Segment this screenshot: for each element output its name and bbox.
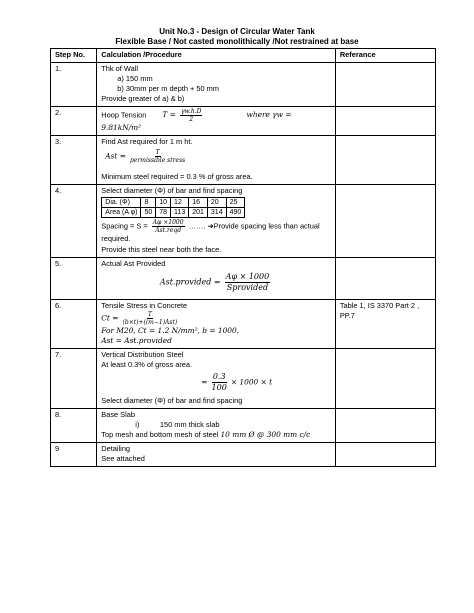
dia-label: Dia. (Φ) — [102, 198, 141, 208]
dia-value: 20 — [207, 198, 226, 208]
numerator: T — [147, 311, 152, 318]
reference-cell — [335, 443, 435, 467]
table-header-row — [51, 49, 436, 63]
area-value: 201 — [189, 208, 208, 218]
table-row — [102, 208, 245, 218]
step-number: 1. — [51, 63, 97, 107]
reference-cell — [335, 136, 435, 185]
formula-fraction — [123, 311, 178, 326]
dia-value: 10 — [156, 198, 171, 208]
list-item: a) 150 mm — [117, 74, 153, 83]
area-value: 78 — [156, 208, 171, 218]
table-row — [51, 63, 436, 107]
formula-rhs: × 1000 × t — [230, 377, 273, 387]
step-number: 9 — [51, 443, 97, 467]
row-note: See attached — [101, 454, 145, 463]
formula-lhs: Ast.provided = — [159, 277, 221, 287]
calc-cell — [97, 136, 336, 185]
calc-cell — [97, 349, 336, 409]
bar-area-table — [101, 197, 245, 218]
numerator: γw.h.D — [180, 108, 202, 115]
calc-cell — [97, 107, 336, 136]
reference-cell — [335, 63, 435, 107]
spacing-note: ……. ➔Provide spacing less than actual required. — [101, 221, 320, 243]
numerator: Aφ × 1000 — [225, 272, 270, 281]
denominator: 2 — [189, 116, 194, 123]
table-row — [102, 198, 245, 208]
page-subtitle: Flexible Base / Not casted monolithically /Not restrained at base — [115, 37, 359, 46]
table-row — [51, 185, 436, 258]
row-note: Minimum steel required = 0.3 % of gross area. — [101, 172, 253, 181]
table-row — [51, 409, 436, 443]
calc-cell — [97, 258, 336, 300]
formula-lhs: Ast = — [105, 151, 126, 161]
table-row — [51, 443, 436, 467]
step-number: 5. — [51, 258, 97, 300]
calc-cell — [97, 443, 336, 467]
row-title: Base Slab — [101, 410, 135, 419]
row-note: Provide this steel near both the face. — [101, 245, 222, 254]
step-number: 2. — [51, 107, 97, 136]
calc-cell — [97, 185, 336, 258]
row-title: Find Ast required for 1 m ht. — [101, 137, 193, 146]
calc-cell — [97, 63, 336, 107]
row-title: Tensile Stress in Concrete — [101, 301, 188, 310]
denominator: Ast.reqd — [155, 227, 182, 234]
reference-cell — [335, 107, 435, 136]
area-value: 314 — [207, 208, 226, 218]
row-note: Select diameter (Φ) of bar and find spacing — [101, 396, 243, 405]
row-title: Hoop Tension — [101, 110, 147, 120]
row-note: Top mesh and bottom mesh of steel — [101, 430, 219, 439]
denominator: 100 — [211, 383, 227, 392]
area-label: Area (A φ) — [102, 208, 141, 218]
formula-fraction — [212, 372, 227, 393]
formula-lhs: = — [201, 377, 208, 387]
reference-cell: Table 1, IS 3370 Part 2 , PP.7 — [335, 300, 435, 349]
area-value: 50 — [141, 208, 156, 218]
table-row — [51, 300, 436, 349]
col-calculation: Calculation /Procedure — [97, 49, 336, 63]
formula-fraction — [225, 272, 271, 293]
formula-line: For M20, Ct = 1.2 N/mm², b = 1000, — [101, 326, 240, 335]
page-title: Unit No.3 - Design of Circular Water Tank — [159, 27, 315, 36]
formula-fraction — [180, 108, 203, 123]
formula-lhs: T = — [162, 110, 176, 120]
step-number: 7. — [51, 349, 97, 409]
row-title: Detailing — [101, 444, 131, 453]
design-table — [50, 48, 436, 467]
table-row — [51, 349, 436, 409]
col-reference: Referance — [335, 49, 435, 63]
step-number: 8. — [51, 409, 97, 443]
row-note: Provide greater of a) & b) — [101, 94, 185, 103]
formula-line: Ast = Ast.provided — [101, 336, 172, 345]
row-title: Thk of Wall — [101, 64, 138, 73]
spacing-lhs: Spacing = S = — [101, 221, 148, 231]
denominator: permissible stress — [130, 157, 186, 164]
step-number: 6. — [51, 300, 97, 349]
reference-cell — [335, 409, 435, 443]
formula-where: where γw = 9.81kN/m² — [101, 110, 292, 132]
table-row — [51, 258, 436, 300]
table-row — [51, 107, 436, 136]
numerator: T — [155, 149, 160, 156]
numerator: Aφ ×1000 — [152, 219, 184, 226]
table-row — [51, 136, 436, 185]
row-title: Vertical Distribution Steel — [101, 350, 184, 359]
list-item: i) 150 mm thick slab — [135, 420, 220, 429]
denominator: (b×t)+((m−1)Ast) — [122, 319, 178, 326]
list-item: b) 30mm per m depth + 50 mm — [117, 84, 219, 93]
numerator: 0.3 — [212, 372, 226, 381]
dia-value: 16 — [189, 198, 208, 208]
calc-cell — [97, 300, 336, 349]
formula-line: At least 0.3% of gross area. — [101, 360, 193, 369]
dia-value: 8 — [141, 198, 156, 208]
reference-cell — [335, 349, 435, 409]
step-number: 4. — [51, 185, 97, 258]
area-value: 490 — [226, 208, 245, 218]
reference-cell — [335, 185, 435, 258]
col-step: Step No. — [51, 49, 97, 63]
row-title: Select diameter (Φ) of bar and find spacing — [101, 186, 243, 195]
dia-value: 25 — [226, 198, 245, 208]
calc-cell — [97, 409, 336, 443]
dia-value: 12 — [171, 198, 189, 208]
formula-inline: 10 mm Ø @ 300 mm c/c — [220, 430, 311, 439]
formula-fraction — [130, 149, 185, 164]
area-value: 113 — [171, 208, 189, 218]
step-number: 3. — [51, 136, 97, 185]
formula-lhs: Ct = — [101, 313, 119, 323]
row-title: Actual Ast Provided — [101, 259, 166, 268]
reference-cell — [335, 258, 435, 300]
spacing-fraction — [152, 219, 185, 234]
denominator: Sprovided — [226, 283, 269, 292]
